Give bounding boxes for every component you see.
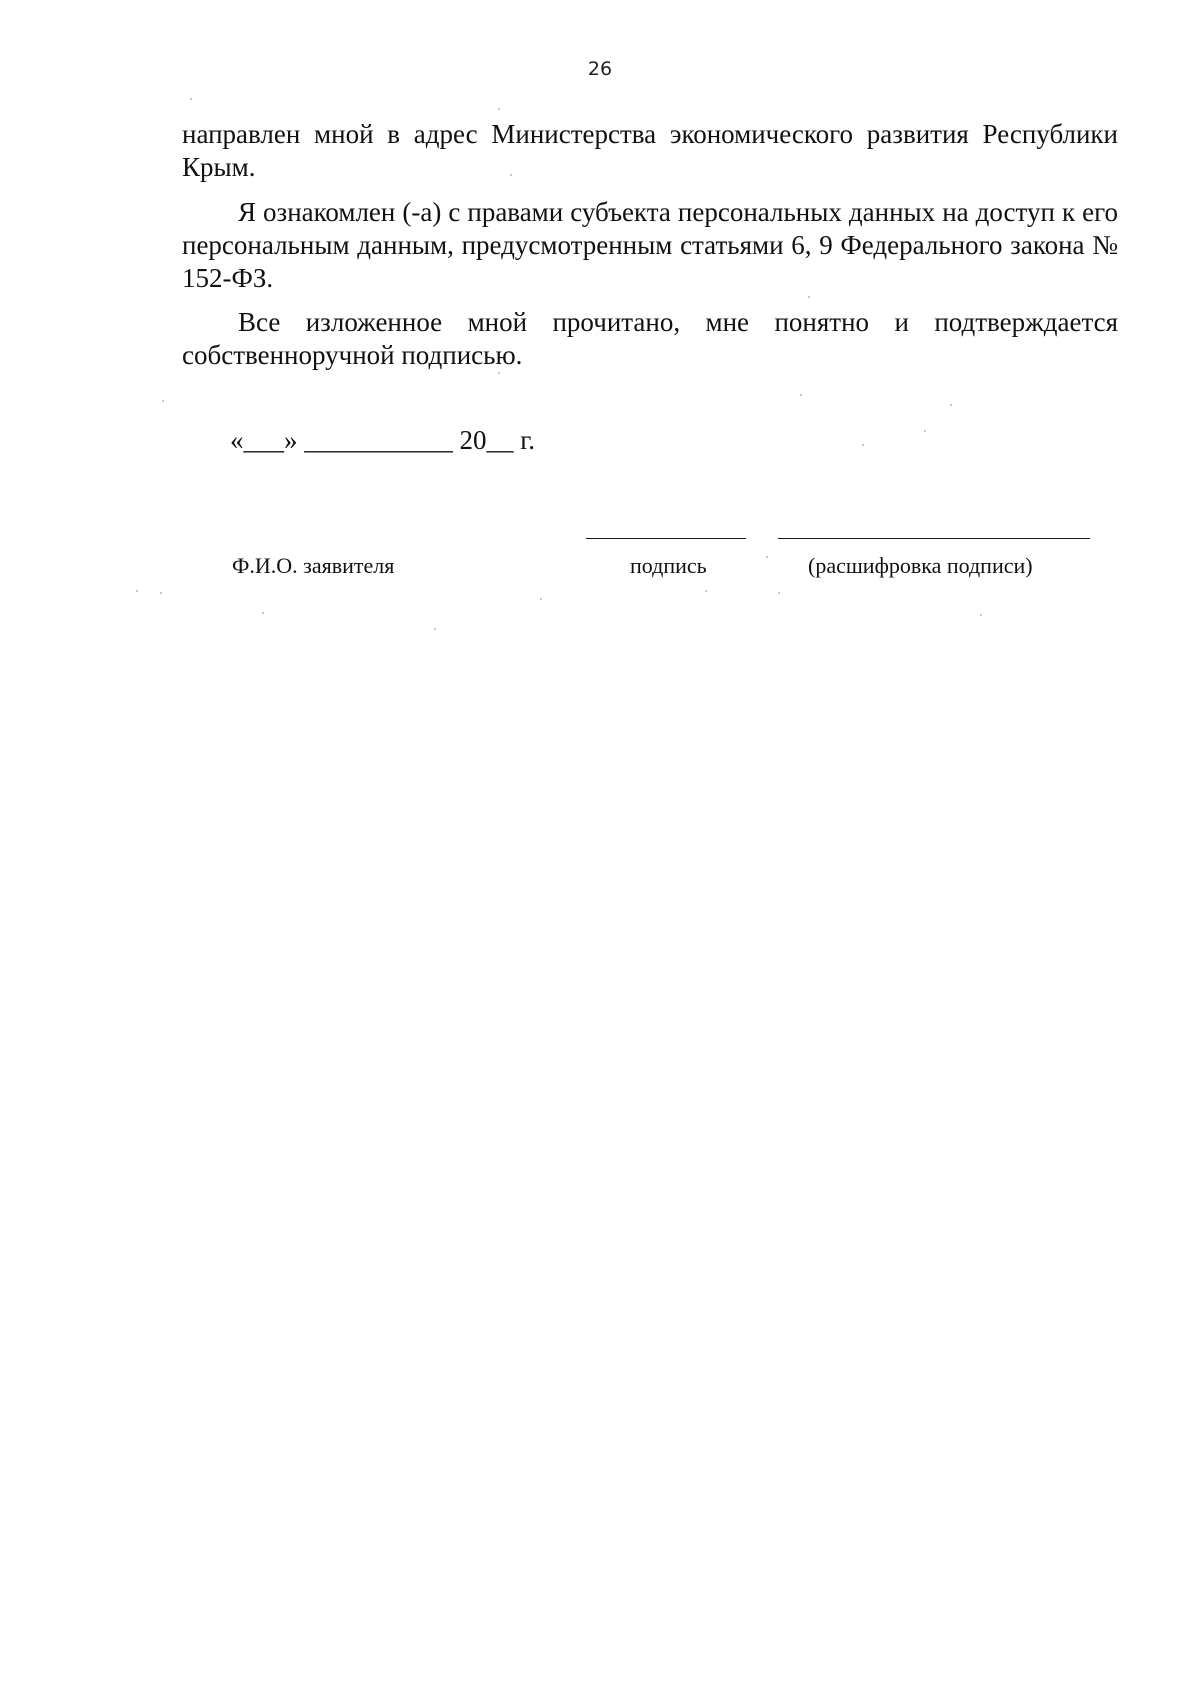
signature-decode-label: (расшифровка подписи) (808, 553, 1033, 578)
scan-speck (262, 612, 264, 614)
scan-speck (434, 628, 436, 630)
scan-speck (162, 400, 164, 402)
scan-speck (136, 590, 138, 592)
scan-speck (778, 592, 780, 594)
paragraph-rights-acknowledgement: Я ознакомлен (-а) с правами субъекта персональных данных на доступ к его персональным данным, предусмотренным статьями 6, 9 Федерального закона № 152-ФЗ. (182, 197, 1118, 293)
paragraph-confirmation: Все изложенное мной прочитано, мне понятно и подтверждается собственноручной подписью. (182, 307, 1118, 370)
paragraph-continuation: направлен мной в адрес Министерства экономического развития Республики Крым. (182, 119, 1118, 182)
scan-speck (498, 372, 500, 374)
scan-speck (766, 556, 768, 558)
scan-speck (510, 174, 512, 176)
applicant-name-label: Ф.И.О. заявителя (232, 553, 395, 578)
scan-speck (540, 598, 542, 600)
scan-speck (980, 614, 982, 616)
signature-label: подпись (630, 553, 707, 578)
scan-speck (498, 108, 500, 110)
signature-line (586, 538, 746, 539)
page-number: 26 (587, 58, 613, 80)
scan-speck (160, 592, 162, 594)
signature-decode-line (778, 538, 1090, 539)
scan-speck (924, 430, 926, 432)
scan-speck (705, 590, 707, 592)
scan-speck (190, 98, 192, 100)
scan-speck (862, 444, 864, 446)
scan-speck (950, 404, 952, 406)
scan-speck (808, 296, 810, 298)
date-line: «___» ___________ 20__ г. (230, 425, 536, 455)
scan-speck (800, 394, 802, 396)
